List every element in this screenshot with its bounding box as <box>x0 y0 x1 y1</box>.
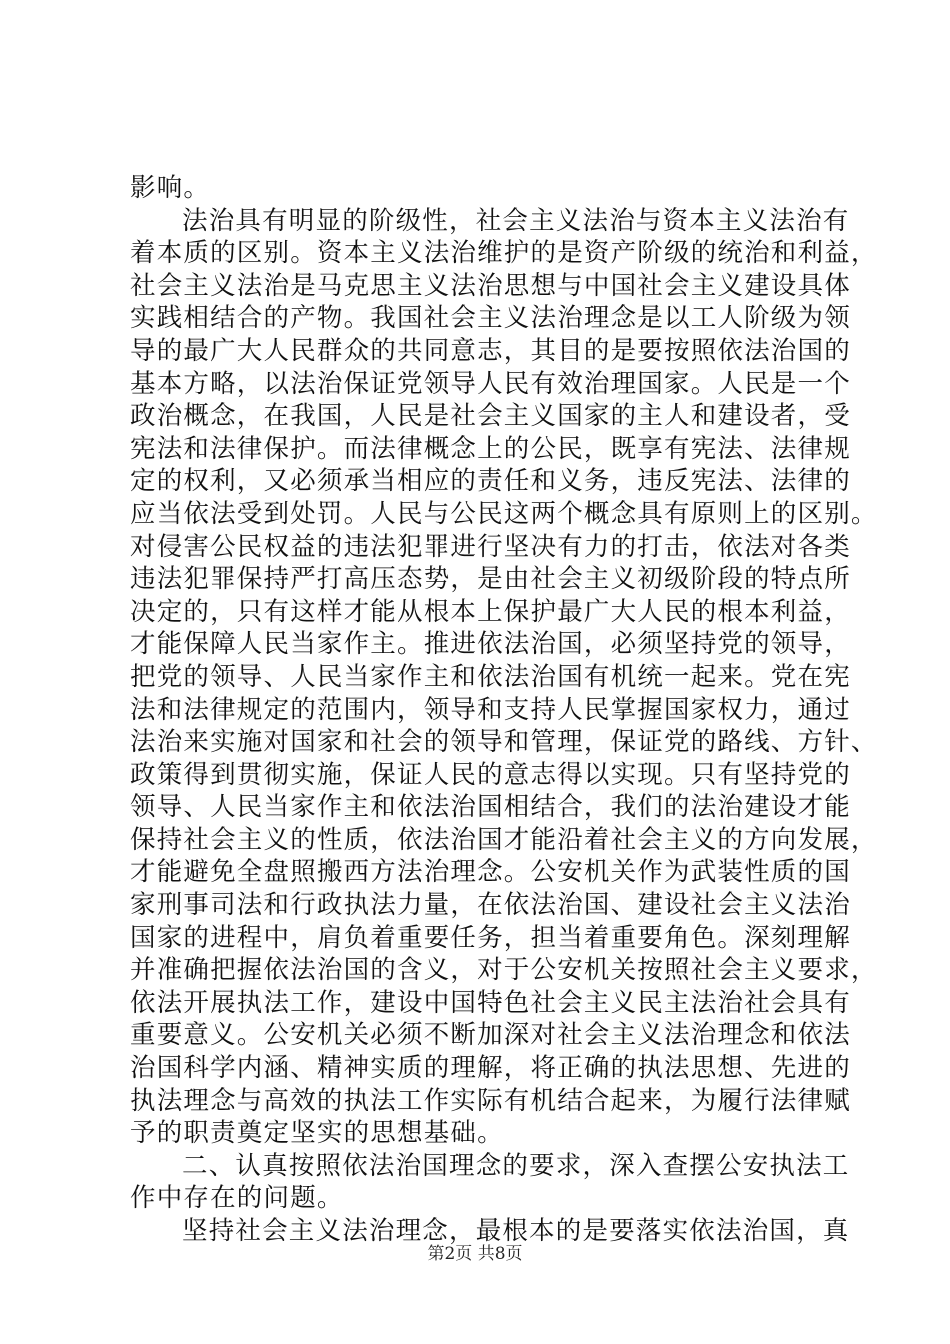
text-line: 领导、人民当家作主和依法治国相结合，我们的法治建设才能 <box>130 792 851 823</box>
text-line: 并准确把握依法治国的含义，对于公安机关按照社会主义要求， <box>130 955 878 986</box>
text-line: 国家的进程中，肩负着重要任务，担当着重要角色。深刻理解 <box>130 922 851 953</box>
text-line: 把党的领导、人民当家作主和依法治国有机统一起来。党在宪 <box>130 661 851 692</box>
text-line: 应当依法受到处罚。人民与公民这两个概念具有原则上的区别。 <box>130 498 878 529</box>
text-line: 社会主义法治是马克思主义法治思想与中国社会主义建设具体 <box>130 270 851 301</box>
page-footer <box>0 1243 950 1265</box>
text-line: 家刑事司法和行政执法力量，在依法治国、建设社会主义法治 <box>130 890 851 921</box>
document-body <box>130 172 878 1248</box>
text-line: 影响。 <box>130 173 211 203</box>
page-number: 第2页 共8页 <box>427 1244 523 1264</box>
text-line: 决定的，只有这样才能从根本上保护最广大人民的根本利益， <box>130 596 851 627</box>
text-line: 法和法律规定的范围内，领导和支持人民掌握国家权力，通过 <box>130 694 851 725</box>
text-line: 坚持社会主义法治理念，最根本的是要落实依法治国，真 <box>182 1216 850 1246</box>
text-line: 法治具有明显的阶级性，社会主义法治与资本主义法治有 <box>182 205 850 236</box>
text-line: 重要意义。公安机关必须不断加深对社会主义法治理念和依法 <box>130 1020 851 1051</box>
text-line: 才能保障人民当家作主。推进依法治国，必须坚持党的领导， <box>130 629 851 660</box>
text-line: 宪法和法律保护。而法律概念上的公民，既享有宪法、法律规 <box>130 433 851 464</box>
text-line: 法治来实施对国家和社会的领导和管理，保证党的路线、方针、 <box>130 727 878 758</box>
text-line: 着本质的区别。资本主义法治维护的是资产阶级的统治和利益， <box>130 238 878 269</box>
text-line: 执法理念与高效的执法工作实际有机结合起来，为履行法律赋 <box>130 1085 851 1116</box>
text-line: 保持社会主义的性质，依法治国才能沿着社会主义的方向发展， <box>130 824 878 855</box>
text-line: 才能避免全盘照搬西方法治理念。公安机关作为武装性质的国 <box>130 857 851 888</box>
section-heading-line: 作中存在的问题。 <box>130 1183 344 1214</box>
text-line: 对侵害公民权益的违法犯罪进行坚决有力的打击，依法对各类 <box>130 531 851 562</box>
section-heading-line: 二、认真按照依法治国理念的要求，深入查摆公安执法工 <box>182 1150 850 1181</box>
text-line: 导的最广大人民群众的共同意志，其目的是要按照依法治国的 <box>130 335 851 366</box>
text-line: 治国科学内涵、精神实质的理解，将正确的执法思想、先进的 <box>130 1053 851 1084</box>
text-line: 基本方略，以法治保证党领导人民有效治理国家。人民是一个 <box>130 368 851 399</box>
text-line: 政策得到贯彻实施，保证人民的意志得以实现。只有坚持党的 <box>130 759 851 790</box>
text-line: 实践相结合的产物。我国社会主义法治理念是以工人阶级为领 <box>130 303 851 334</box>
text-line: 予的职责奠定坚实的思想基础。 <box>130 1118 504 1149</box>
text-line: 定的权利，又必须承当相应的责任和义务，违反宪法、法律的 <box>130 466 851 497</box>
text-line: 违法犯罪保持严打高压态势，是由社会主义初级阶段的特点所 <box>130 564 851 595</box>
text-line: 政治概念，在我国，人民是社会主义国家的主人和建设者，受 <box>130 401 851 432</box>
text-line: 依法开展执法工作，建设中国特色社会主义民主法治社会具有 <box>130 987 851 1018</box>
